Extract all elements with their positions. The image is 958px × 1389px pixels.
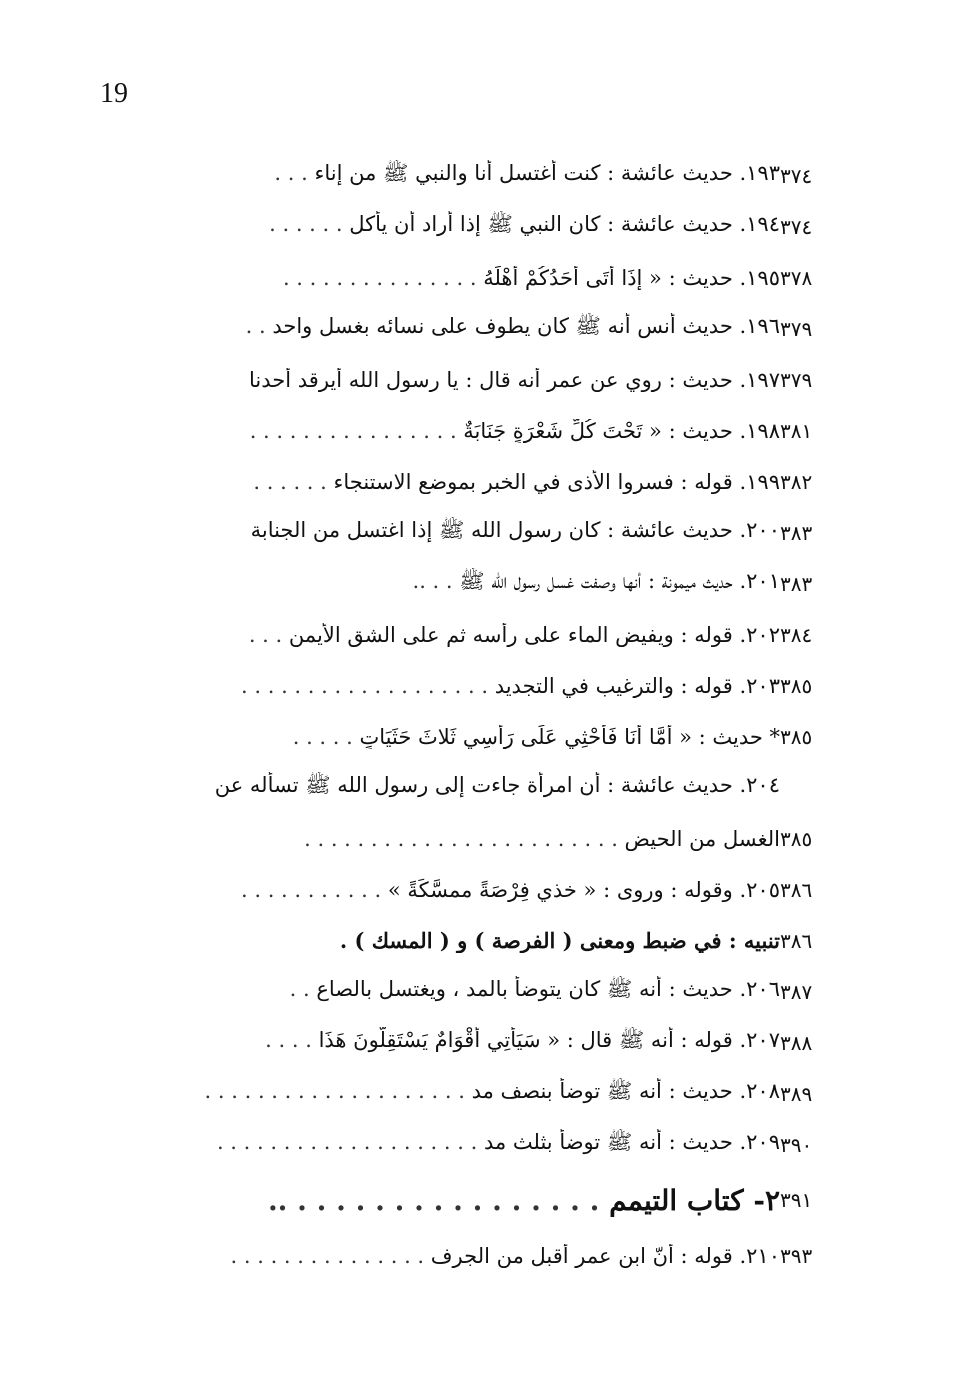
toc-entry-page: ٣٧٩	[780, 316, 813, 341]
toc-entry-text	[100, 1184, 780, 1217]
toc-entry-title: ٢٠٨. حديث : أنه ﷺ توضأ بنصف مد	[471, 1079, 780, 1103]
toc-entry	[100, 558, 850, 609]
toc-entry-text	[100, 266, 780, 290]
toc-entry-page: ٣٨٥	[780, 724, 813, 749]
leader-dots: . . .	[248, 622, 289, 647]
leader-dots: . . . .	[265, 1028, 319, 1052]
toc-entry-page: ٣٨٦	[780, 877, 813, 902]
table-of-contents	[100, 150, 850, 1281]
toc-entry-page: ٣٨٥	[780, 826, 813, 851]
toc-entry-page: ٣٧٤	[780, 214, 813, 239]
toc-entry-text	[100, 368, 780, 392]
toc-entry-page: ٣٨١	[780, 418, 813, 443]
toc-entry-title: ٢- كتاب التيمم	[609, 1183, 780, 1217]
toc-entry-text	[100, 976, 780, 1007]
toc-entry	[100, 864, 850, 915]
toc-entry-title: تنبيه : في ضبط ومعنى ( الفرصة ) و ( المسك ) .	[339, 928, 780, 953]
leader-dots: . . .	[274, 161, 315, 185]
toc-entry-title: ٢٠٣. قوله : والترغيب في التجديد	[494, 673, 780, 698]
toc-entry-title: ١٩٣. حديث عائشة : كنت أغتسل أنا والنبي ﷺ من إناء	[314, 161, 780, 185]
chapter-heading-row	[100, 1170, 850, 1230]
toc-entry-text	[100, 160, 780, 191]
toc-entry	[100, 609, 850, 660]
toc-entry-title: ٢٠٩. حديث : أنه ﷺ توضأ بثلث مد	[483, 1130, 780, 1154]
toc-entry-text	[100, 1129, 780, 1160]
toc-entry-page: ٣٨٨	[780, 1030, 813, 1055]
toc-entry	[100, 405, 850, 456]
toc-entry-page: ٣٧٤	[780, 163, 813, 188]
leader-dots: . . . . . . . . . . . . . . . . . . . .	[204, 1079, 472, 1103]
toc-entry-text	[100, 568, 780, 599]
leader-dots: . . . . . . . . . . . . . . .	[230, 1243, 431, 1268]
toc-entry-title: ١٩٥. حديث : « إِذَا أَتَى أَحَدُكُمْ أَهْلَهُ	[483, 265, 780, 290]
toc-entry-title: ٢٠١. حديث ميمونة : أنها وصفت غسل رسول الله ﷺ	[459, 569, 780, 593]
toc-entry-page: ٣٨٦	[780, 928, 813, 953]
toc-entry-page: ٣٨٣	[780, 520, 813, 545]
toc-entry-title: ٢٠٥. وقوله : وروى : « خذي فِرْصَةً ممسَّكَةً »	[387, 877, 780, 902]
toc-entry-text	[100, 1244, 780, 1268]
toc-entry	[100, 711, 850, 762]
toc-entry-title: ٢٠٢. قوله : ويفيض الماء على رأسه ثم على الشق الأيمن	[288, 622, 780, 647]
toc-entry-title: ١٩٨. حديث : « تَحْتَ كُلِّ شَعْرَةٍ جَنَابَةٌ	[463, 418, 780, 443]
toc-entry-text	[100, 725, 780, 749]
leader-dots: . .	[289, 977, 317, 1001]
toc-entry	[100, 1230, 850, 1281]
leader-dots: . . . . . . . . . . . . . . .	[282, 265, 484, 290]
toc-entry-text	[100, 313, 780, 344]
toc-entry-text	[100, 419, 780, 443]
toc-entry-page: ٣٨٢	[780, 469, 813, 494]
toc-entry-title: ٢٠٤. حديث عائشة : أن امرأة جاءت إلى رسول الله ﷺ تسأله عن	[214, 773, 780, 797]
toc-entry-page: ٣٨٥	[780, 673, 813, 698]
toc-entry	[100, 1068, 850, 1119]
toc-entry-text	[100, 928, 780, 953]
toc-entry-text	[100, 211, 780, 242]
toc-entry-title: * حديث : « أَمَّا أَنَا فَأَحْثِي عَلَى رَأْسِي ثَلاثَ حَثَيَاتٍ	[359, 724, 780, 749]
leader-dots: . . . . . . . . . . . . . . . . . . .	[241, 673, 495, 698]
page-number: 19	[100, 78, 128, 109]
toc-entry-text	[100, 878, 780, 902]
toc-entry-text	[100, 1078, 780, 1109]
toc-entry-title: ١٩٧. حديث : روي عن عمر أنه قال : يا رسول الله أيرقد أحدنا	[249, 367, 780, 392]
toc-entry-page: ٣٨٤	[780, 622, 813, 647]
toc-entry	[100, 252, 850, 303]
toc-entry	[100, 303, 850, 354]
leader-dots: . . . . . . . . . . . . . . . .	[249, 418, 464, 443]
toc-entry-text	[100, 470, 780, 494]
toc-entry	[100, 201, 850, 252]
toc-entry-page: ٣٨٩	[780, 1081, 813, 1106]
leader-dots: . . . . . .	[253, 469, 334, 494]
toc-entry-page: ٣٩٣	[780, 1243, 813, 1268]
toc-entry-title: الغسل من الحيض	[624, 826, 780, 851]
toc-entry-text	[100, 623, 780, 647]
toc-entry	[100, 1017, 850, 1068]
toc-entry-text	[100, 1027, 780, 1058]
leader-dots: . . . . .	[292, 724, 360, 749]
toc-entry-page: ٣٨٧	[780, 979, 813, 1004]
toc-entry	[100, 456, 850, 507]
leader-dots: . . ..	[412, 569, 460, 593]
leader-dots: . . . . . .	[269, 212, 350, 236]
leader-dots: . .	[245, 314, 273, 338]
toc-entry	[100, 966, 850, 1017]
toc-entry-title: ٢٠٦. حديث : أنه ﷺ كان يتوضأ بالمد ، ويغتسل بالصاع	[316, 977, 780, 1001]
toc-entry-title: ٢٠٧. قوله : أنه ﷺ قال : « سَيَأْتِي أَقْوَامٌ يَسْتَقِلُّونَ هَذَا	[318, 1028, 780, 1052]
toc-entry-title: ٢٠٠. حديث عائشة : كان رسول الله ﷺ إذا اغتسل من الجنابة	[250, 518, 780, 542]
toc-entry	[100, 762, 850, 813]
leader-dots: . . . . . . . . . . .	[241, 877, 388, 902]
leader-dots: . . . . . . . . . . . . . . . . . . . . . . . .	[304, 826, 625, 851]
toc-entry-text	[100, 772, 780, 803]
toc-entry-text	[100, 674, 780, 698]
toc-entry	[100, 1119, 850, 1170]
toc-entry	[100, 354, 850, 405]
toc-entry-page: ٣٩١	[780, 1188, 813, 1212]
toc-entry-title: ١٩٦. حديث أنس أنه ﷺ كان يطوف على نسائه بغسل واحد	[272, 314, 780, 338]
toc-entry-page: ٣٨٣	[780, 571, 813, 596]
toc-entry	[100, 150, 850, 201]
toc-entry-text	[100, 517, 780, 548]
toc-entry	[100, 507, 850, 558]
toc-entry	[100, 915, 850, 966]
toc-entry-title: ١٩٤. حديث عائشة : كان النبي ﷺ إذا أراد أن يأكل	[349, 212, 780, 236]
toc-entry-page: ٣٧٨	[780, 265, 813, 290]
leader-dots: . . . . . . . . . . . . . . . . ..	[267, 1183, 610, 1217]
toc-entry-title: ٢١٠. قوله : أنّ ابن عمر أقبل من الجرف	[430, 1243, 780, 1268]
toc-entry	[100, 660, 850, 711]
toc-entry-page: ٣٧٩	[780, 367, 813, 392]
leader-dots: . . . . . . . . . . . . . . . . . . . .	[216, 1130, 484, 1154]
toc-entry	[100, 813, 850, 864]
toc-entry-page: ٣٩٠	[780, 1132, 813, 1157]
toc-entry-title: ١٩٩. قوله : فسروا الأذى في الخبر بموضع الاستنجاء	[333, 469, 780, 494]
toc-entry-text	[100, 827, 780, 851]
